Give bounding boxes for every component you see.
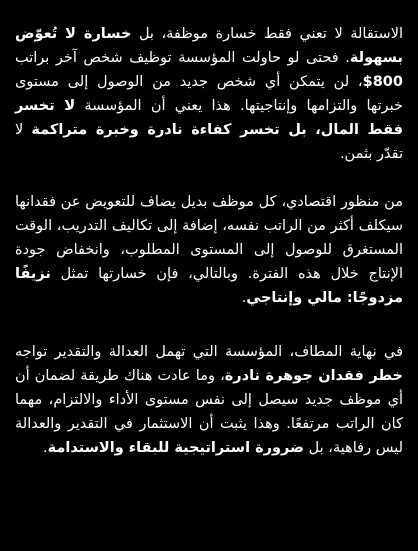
paragraph-conclusion bbox=[15, 340, 403, 460]
text-segment-bold: 800$ bbox=[362, 74, 403, 90]
text-segment-bold: خسارة لا تُعوّض بسهولة bbox=[15, 26, 403, 66]
text-segment: الاستقالة لا تعني فقط خسارة موظفة، بل bbox=[131, 26, 403, 42]
text-segment: . bbox=[43, 440, 48, 456]
text-segment-bold: لا تخسر فقط المال، بل تخسر كفاءة نادرة وخبرة متراكمة bbox=[15, 98, 403, 138]
text-segment: في نهاية المطاف، المؤسسة التي تهمل العدالة والتقدير تواجه bbox=[15, 344, 403, 360]
paragraph-resignation-loss bbox=[15, 22, 403, 166]
text-segment: لا تقدّر بثمن. bbox=[15, 122, 403, 162]
text-segment-bold: نزيفًا مزدوجًا: مالي وإنتاجي bbox=[15, 266, 403, 306]
text-segment: ، وما عادت هناك طريقة لضمان أن أي موظف جديد سيصل إلى نفس مستوى الأداء والالتزام، مهما كان الراتب مرتفعًا. وهذا يثبت أن الاستثمار في التقدير والعدالة ليس رفاهية، بل bbox=[15, 368, 403, 456]
text-segment: من منظور اقتصادي، كل موظف بديل يضاف للتعويض عن فقدانها سيكلف أكثر من الراتب نفسه، إضافة إلى تكاليف التدريب، الوقت المستغرق للوصول إلى المستوى المطلوب، وانخفاض جودة الإنتاج خلال هذه الفترة. وبالتالي، فإن خسارتها تمثل bbox=[15, 194, 403, 282]
text-segment: . bbox=[241, 290, 247, 306]
text-segment: ، لن يتمكن أي شخص جديد من الوصول إلى مستوى خبرتها والتزامها وإنتاجيتها. هذا يعني أن المؤسسة bbox=[15, 74, 403, 114]
text-segment-bold: خطر فقدان جوهرة نادرة bbox=[224, 368, 403, 384]
text-segment-bold: ضرورة استراتيجية للبقاء والاستدامة bbox=[47, 440, 305, 456]
paragraph-economic-view bbox=[15, 190, 403, 310]
text-segment: . فحتى لو حاولت المؤسسة توظيف شخص آخر براتب bbox=[15, 50, 350, 66]
